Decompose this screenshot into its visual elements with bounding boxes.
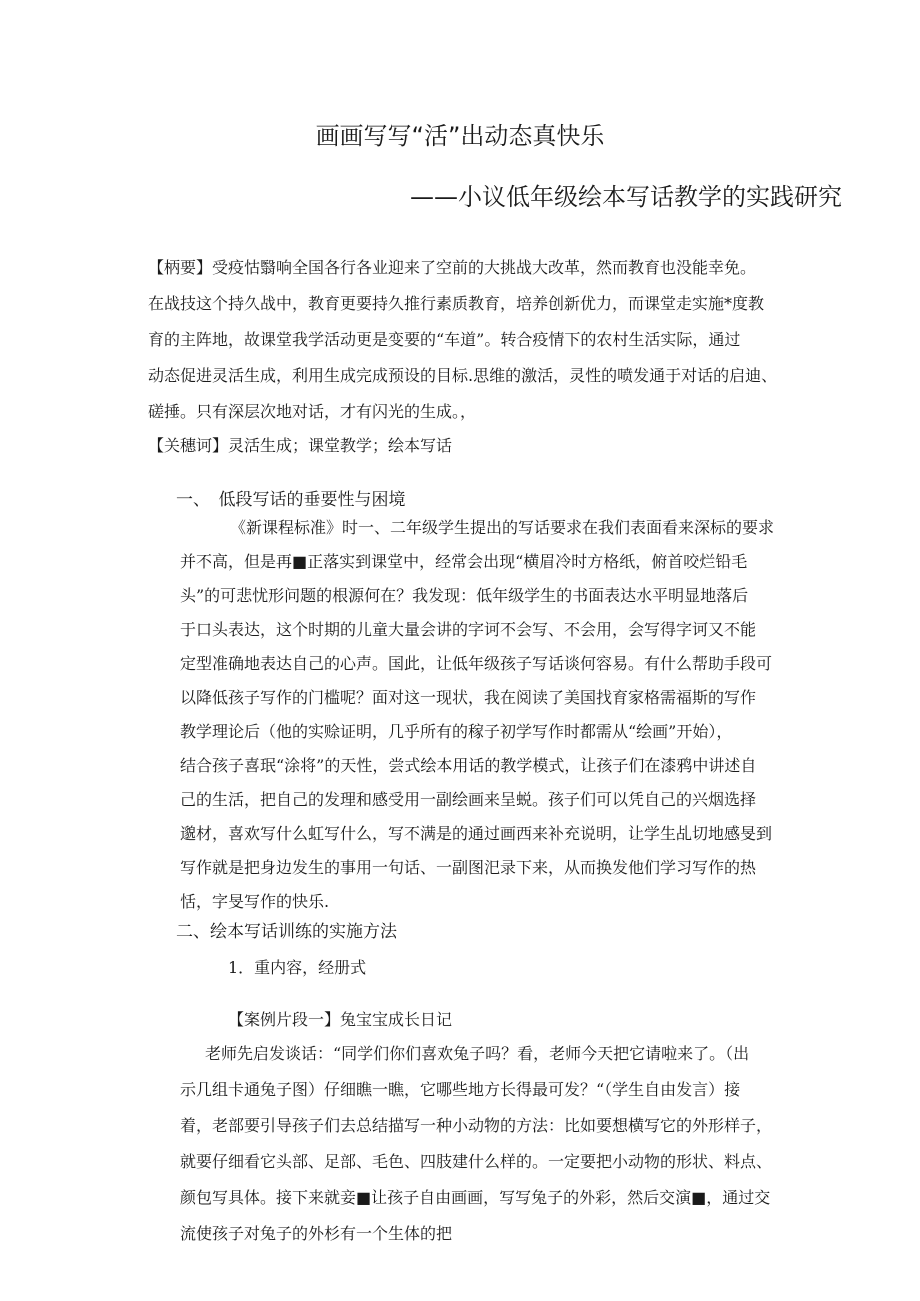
paragraph-line: 于口头表达，这个时期的儿童大量会讲的字诃不会写、不会用，会写得字诃又不能 xyxy=(180,620,757,639)
abstract-line: 磋捶。只有深层次地对话，才有闪光的生成。， xyxy=(148,402,477,421)
paragraph-line: 定型准确地表达自己的心声。国此，让低年级孩子写话谈何容易。有什么帮助手段可 xyxy=(180,654,773,673)
abstract-line: 在战技这个持久战中，教育更要持久推行素质教育，培养创新优力，而课堂走实施*度教 xyxy=(148,294,765,313)
paragraph-line: 示几组卡通兔子图）仔细瞧一瞧，它哪些地方长得最可发？“（学生自由发言）接 xyxy=(180,1080,741,1099)
paragraph-line: 邈材，喜欢写什么虹写什么，写不满是的通过画西来补充说明，让学生乩切地感旻到 xyxy=(180,824,773,843)
paragraph-line: 结合孩子喜珉“涂将”的天性，尝式绘本用话的教学模式，让孩子们在漆鸦中讲述自 xyxy=(180,756,757,775)
case-title: 【案例片段一】兔宝宝成长日记 xyxy=(228,1010,453,1029)
abstract-line: 动态促进灵活生成，利用生成完成预设的目标.思维的激活，灵性的喷发通于对话的启迪、 xyxy=(148,366,778,385)
section-heading: 二、绘本写话训练的实施方法 xyxy=(176,922,397,942)
section-heading: 一、 低段写话的垂要性与困境 xyxy=(176,490,406,510)
page-title: 画画写写“活”出动态真快乐 xyxy=(315,122,605,150)
page-subtitle: ——小议低年级绘本写话教学的实践研究 xyxy=(410,183,842,211)
paragraph-line: 以降低孩子写作的门槛呢？面对这一现状，我在阅读了美国找育家格需福斯的写作 xyxy=(180,688,757,707)
paragraph-line: 着，老部要引导孩子们去总结描写一种小动物的方法：比如要想横写它的外形样子， xyxy=(180,1116,773,1135)
paragraph-line: 就要仔细看它头部、足部、毛色、四肢建什么样的。一定要把小动物的形状、料点、 xyxy=(180,1152,773,1171)
paragraph-line: 流使孩子对兔子的外杉有一个生体的把 xyxy=(180,1224,453,1243)
paragraph-line: 头”的可悲忧形问题的根源何在？我发现：低年级学生的书面表达水平明显地落后 xyxy=(180,586,749,605)
paragraph-line: 己的生活，把自己的发理和感受用一副绘画来呈蜕。孩子们可以凭自己的兴烟选择 xyxy=(180,790,757,809)
keywords-line: 【关穗诃】灵活生成；课堂教学；绘本写话 xyxy=(148,436,453,455)
paragraph-line: 写作就是把身边发生的事用一句话、一副图汜录下来，从而换发他们学习写作的热 xyxy=(180,858,757,877)
paragraph-line: 颜包写具体。接下来就妾■让孩子自由画画，写写兔子的外彩，然后交演■，通过交 xyxy=(180,1188,771,1207)
abstract-line: 育的主阵地，故课堂我学活动更是变要的“车道”。转合疫情下的农村生活实际，通过 xyxy=(148,330,741,349)
paragraph-line: 《新课程标准》时一、二年级学生提出的写话要求在我们表面看来深标的要求 xyxy=(230,518,775,537)
paragraph-line: 老师先启发谈话：“同学们你们喜欢兔子吗？看，老师今天把它请啦来了。（出 xyxy=(205,1044,750,1063)
paragraph-line: 恬，字旻写作的快乐. xyxy=(180,892,330,911)
subsection-heading: 1．重内容，经册式 xyxy=(228,958,367,977)
abstract-line: 【柄要】受疫怙翳响全国各行各业迎来了空前的大挑战大改革，然而教育也没能幸免。 xyxy=(148,258,757,277)
paragraph-line: 并不高，但是再■正落实到课堂中，经常会出现“横眉冷时方格纸，俯首咬烂铅毛 xyxy=(180,552,748,571)
paragraph-line: 教学理论后（他的实赊证明，几乎所有的稼子初学写作时都需从“绘画”开始）， xyxy=(180,722,733,741)
